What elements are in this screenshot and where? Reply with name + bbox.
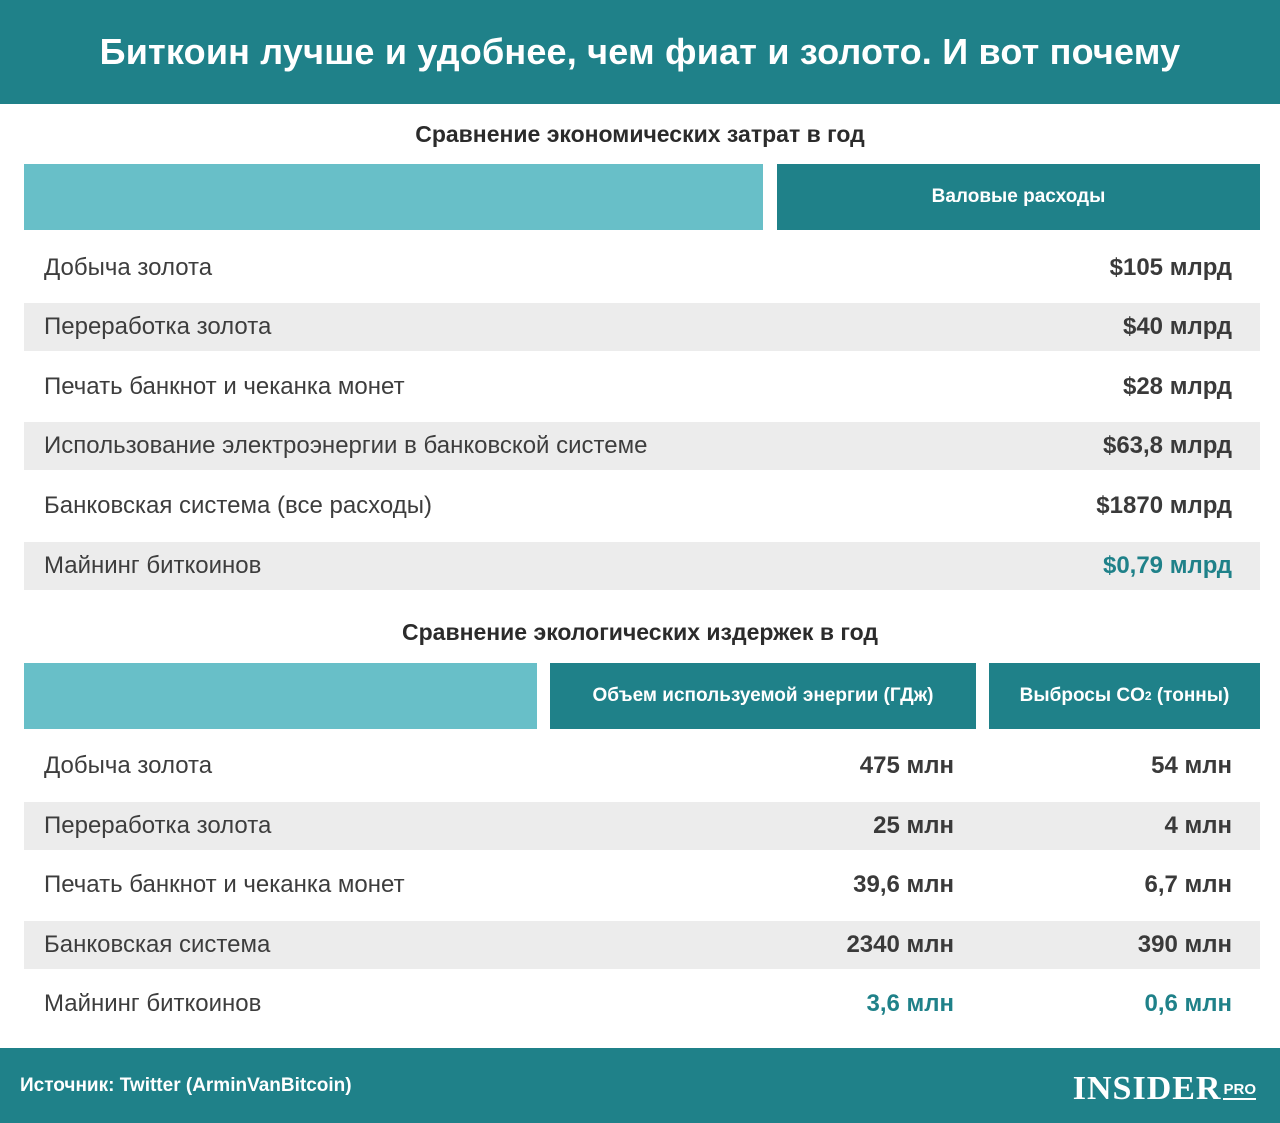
economic-row	[24, 303, 1260, 351]
ecological-row-co2: 4 млн	[1164, 812, 1232, 839]
economic-row-value: $105 млрд	[1109, 254, 1232, 281]
ecological-row	[24, 921, 1260, 969]
economic-row-label: Добыча золота	[44, 254, 213, 281]
ecological-row	[24, 802, 1260, 850]
page-header	[0, 0, 1280, 104]
ecological-row-co2: 390 млн	[1137, 931, 1232, 958]
economic-row	[24, 363, 1260, 411]
economic-row-value: $28 млрд	[1122, 373, 1232, 400]
co2-header-suffix: (тонны)	[1151, 685, 1230, 706]
ecological-row-label: Переработка золота	[44, 812, 272, 839]
ecological-section-title: Сравнение экологических издержек в год	[402, 619, 878, 645]
ecological-row-label: Банковская система	[44, 931, 271, 958]
ecological-row-energy: 475 млн	[859, 752, 954, 779]
economic-row	[24, 482, 1260, 530]
economic-row-value-highlight: $0,79 млрд	[1102, 552, 1232, 579]
ecological-row-label: Майнинг биткоинов	[44, 990, 262, 1017]
ecological-row-co2-highlight: 0,6 млн	[1144, 990, 1232, 1017]
economic-row-label: Переработка золота	[44, 313, 272, 340]
economic-row-value: $63,8 млрд	[1102, 432, 1232, 459]
economic-row	[24, 422, 1260, 470]
source-credit: Источник: Twitter (ArminVanBitcoin)	[20, 1075, 352, 1096]
ecological-row-energy: 25 млн	[873, 812, 954, 839]
ecological-row	[24, 861, 1260, 909]
ecological-row-energy-highlight: 3,6 млн	[866, 990, 954, 1017]
ecological-row-energy: 39,6 млн	[853, 871, 954, 898]
economic-row-value: $40 млрд	[1122, 313, 1232, 340]
economic-header-gross: Валовые расходы	[777, 164, 1260, 230]
page-title: Биткоин лучше и удобнее, чем фиат и золото. И вот почему	[99, 31, 1181, 72]
ecological-row-bitcoin	[24, 980, 1260, 1028]
economic-row-value: $1870 млрд	[1096, 492, 1232, 519]
ecological-row-energy: 2340 млн	[846, 931, 954, 958]
ecological-row-label: Печать банкнот и чеканка монет	[44, 871, 405, 898]
ecological-row-co2: 54 млн	[1151, 752, 1232, 779]
economic-row-label: Печать банкнот и чеканка монет	[44, 373, 405, 400]
ecological-row-co2: 6,7 млн	[1144, 871, 1232, 898]
insider-pro-logo	[1073, 1066, 1256, 1106]
ecological-header-blank	[24, 663, 537, 729]
economic-row-label: Банковская система (все расходы)	[44, 492, 432, 519]
economic-row-bitcoin	[24, 542, 1260, 590]
page-footer	[0, 1048, 1280, 1123]
ecological-row-label: Добыча золота	[44, 752, 213, 779]
economic-row-label: Майнинг биткоинов	[44, 552, 262, 579]
economic-section-title: Сравнение экономических затрат в год	[415, 121, 865, 147]
economic-row-label: Использование электроэнергии в банковской системе	[44, 432, 648, 459]
logo-pro-text: PRO	[1223, 1081, 1256, 1098]
ecological-header-energy: Объем используемой энергии (ГДж)	[550, 663, 976, 729]
ecological-row	[24, 742, 1260, 790]
economic-header-blank	[24, 164, 763, 230]
ecological-header-co2: Выбросы CO 2 (тонны)	[989, 663, 1260, 729]
economic-row	[24, 244, 1260, 292]
co2-header-prefix: Выбросы CO	[1019, 685, 1145, 706]
logo-text: INSIDER	[1072, 1070, 1222, 1107]
